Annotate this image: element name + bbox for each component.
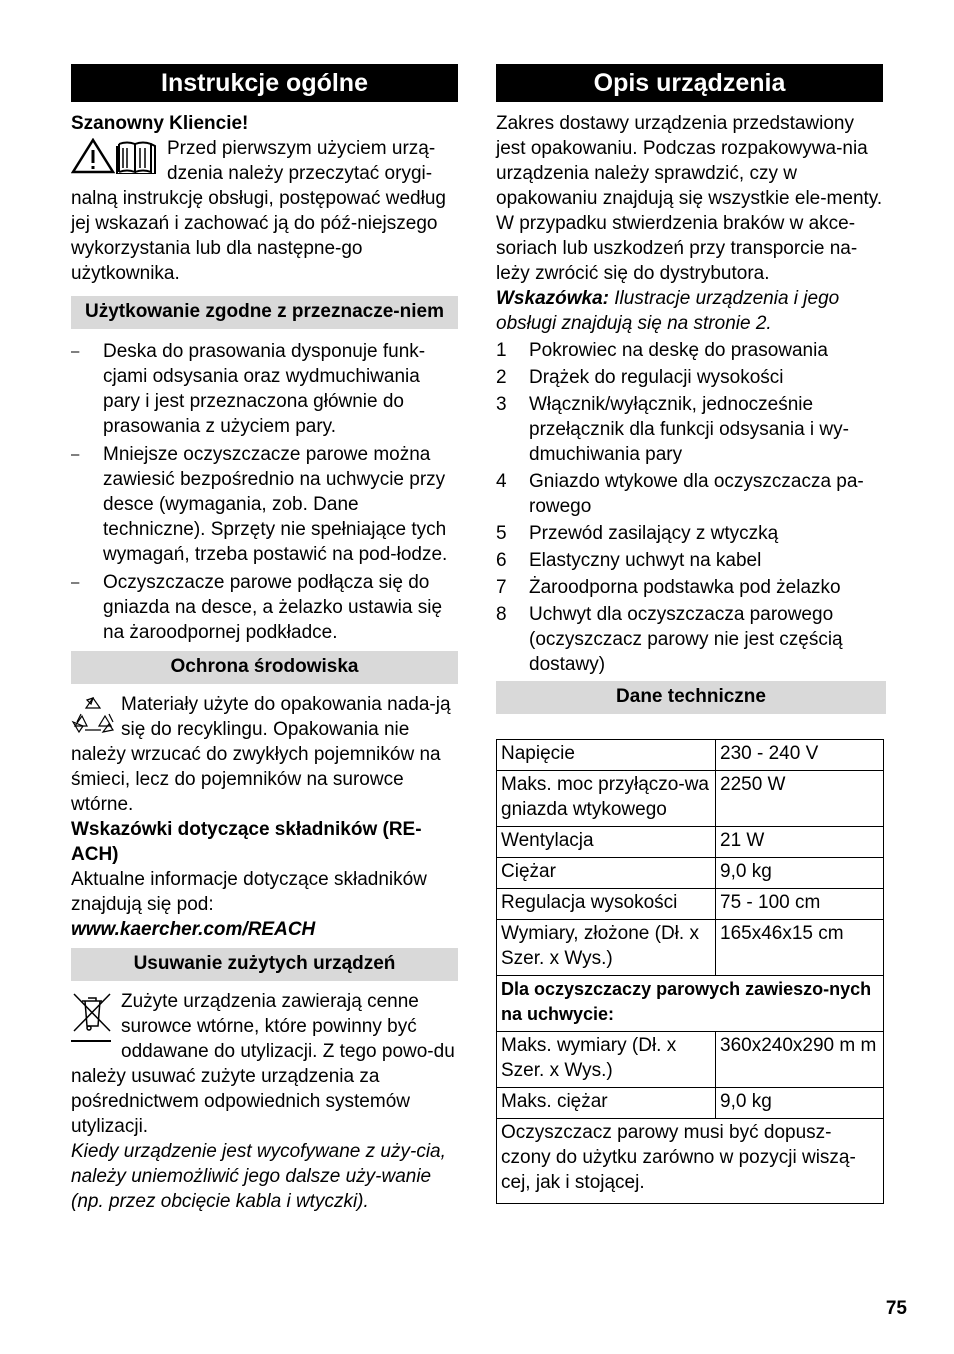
table-subhead-row: Dla oczyszczaczy parowych zawieszo-nych na uchwycie: [497,976,884,1032]
disposal-note: Kiedy urządzenie jest wycofywane z uży-cia, należy uniemożliwić jego dalsze uży-wanie (np. przez obcięcie kabla i wtyczki). [71,1141,446,1212]
list-item: 1 Pokrowiec na deskę do prasowania [496,340,828,361]
right-column [496,64,886,1204]
page-number: 75 [885,1298,907,1319]
list-item: 7 Żaroodporna podstawka pod żelazko [496,577,841,598]
table-row: Maks. wymiary (Dł. x Szer. x Wys.) 360x240x290 m m [497,1032,884,1088]
recycling-icon [71,696,115,736]
list-item: 4 Gniazdo wtykowe dla oczyszczacza pa-rowego [496,471,864,517]
use-list [71,339,458,645]
table-row: Wentylacja 21 W [497,827,884,858]
list-item: 2 Drążek do regulacji wysokości [496,367,784,388]
table-row: Ciężar 9,0 kg [497,858,884,889]
crossed-bin-icon [71,991,113,1033]
table-row: Maks. ciężar 9,0 kg [497,1088,884,1119]
reach-text: Aktualne informacje dotyczące składników znajdują się pod: [71,869,427,915]
list-item: 3 Włącznik/wyłącznik, jednocześnie przełącznik dla funkcji odsysania i wy-dmuchiwania pary [496,394,849,465]
disposal-block [71,989,458,1139]
hint-text: Ilustracje urządzenia i jego obsługi znajdują się na stronie 2. [496,288,840,334]
intro-text: Przed pierwszym użyciem urzą-dzenia należy przeczytać orygi-nalną instrukcję obsługi, postępować według jej wskazań i zachować ją do póź-niejszego wykorzystania lub dla następne-go użytkownika. [71,138,446,284]
reach-link[interactable]: www.kaercher.com/REACH [71,919,316,940]
delivery-text: Zakres dostawy urządzenia przedstawiony jest opakowaniu. Podczas rozpakowywa-nia urządzenia należy sprawdzić, czy w opakowaniu znajdują się wszystkie ele-menty. [496,113,883,209]
hint-paragraph [496,286,883,336]
list-item: – Mniejsze oczyszczacze parowe można zawiesić bezpośrednio na uchwycie przy desce (wymagania, zob. Dane techniczne). Sprzęty nie spełniające tych wymagań, trzeba postawić na pod-łodze. [71,444,448,565]
parts-list [496,338,883,677]
table-row: Wymiary, złożone (Dł. x Szer. x Wys.) 165x46x15 cm [497,920,884,976]
warning-manual-icon [71,138,159,174]
list-item: 8 Uchwyt dla oczyszczacza parowego (oczyszczacz parowy nie jest częścią dostawy) [496,604,843,675]
list-item: – Oczyszczacze parowe podłącza się do gniazda na desce, a żelazko ustawia się na żaroodpornej podkładce. [71,572,443,643]
table-row: Napięcie 230 - 240 V [497,740,884,771]
section-title-description: Opis urządzenia [496,64,883,102]
weee-bar [71,1040,111,1042]
environment-block [71,692,458,817]
list-item: – Deska do prasowania dysponuje funk-cjami odsysania oraz wydmuchiwania pary i jest przeznaczona głównie do prasowania z użyciem pary. [71,341,426,437]
hint-label: Wskazówka: [496,288,609,309]
reach-title: Wskazówki dotyczące składników (RE-ACH) [71,819,422,865]
section-title-environment: Ochrona środowiska [71,651,458,684]
section-title-disposal: Usuwanie zużytych urządzeń [71,948,458,981]
table-row: Maks. moc przyłączo-wa gniazda wtykowego 2250 W [497,771,884,827]
disposal-text: Zużyte urządzenia zawierają cenne surowce wtórne, które powinny być oddawane do utylizacji. Z tego powo-du należy usuwać zużyte urządzenia za pośrednictwem odpowiednich systemów utylizacji. [71,991,455,1137]
dash-marker: – [71,446,80,463]
list-item: 6 Elastyczny uchwyt na kabel [496,550,762,571]
environment-text: Materiały użyte do opakowania nada-ją się do recyklingu. Opakowania nie należy wrzucać do zwykłych pojemników na śmieci, lecz do pojemników na surowce wtórne. [71,694,451,815]
table-row: Regulacja wysokości 75 - 100 cm [497,889,884,920]
intro-block [71,136,458,286]
left-column [71,64,458,1214]
section-title-general: Instrukcje ogólne [71,64,458,102]
tech-table [496,739,884,1204]
weee-icon-wrap [71,991,113,1042]
dash-marker: – [71,343,80,360]
defects-text: W przypadku stwierdzenia braków w akce-soriach lub uszkodzeń przy transporcie na-leży zwrócić się do dystrybutora. [496,213,858,284]
section-title-tech: Dane techniczne [496,681,886,714]
section-title-use: Użytkowanie zgodne z przeznacze-niem [71,296,458,329]
table-footer-row: Oczyszczacz parowy musi być dopusz-czony do użytku zarówno w pozycji wiszą-cej, jak i stojącej. [497,1119,884,1204]
list-item: 5 Przewód zasilający z wtyczką [496,523,779,544]
greeting: Szanowny Kliencie! [71,113,249,134]
dash-marker: – [71,574,80,591]
